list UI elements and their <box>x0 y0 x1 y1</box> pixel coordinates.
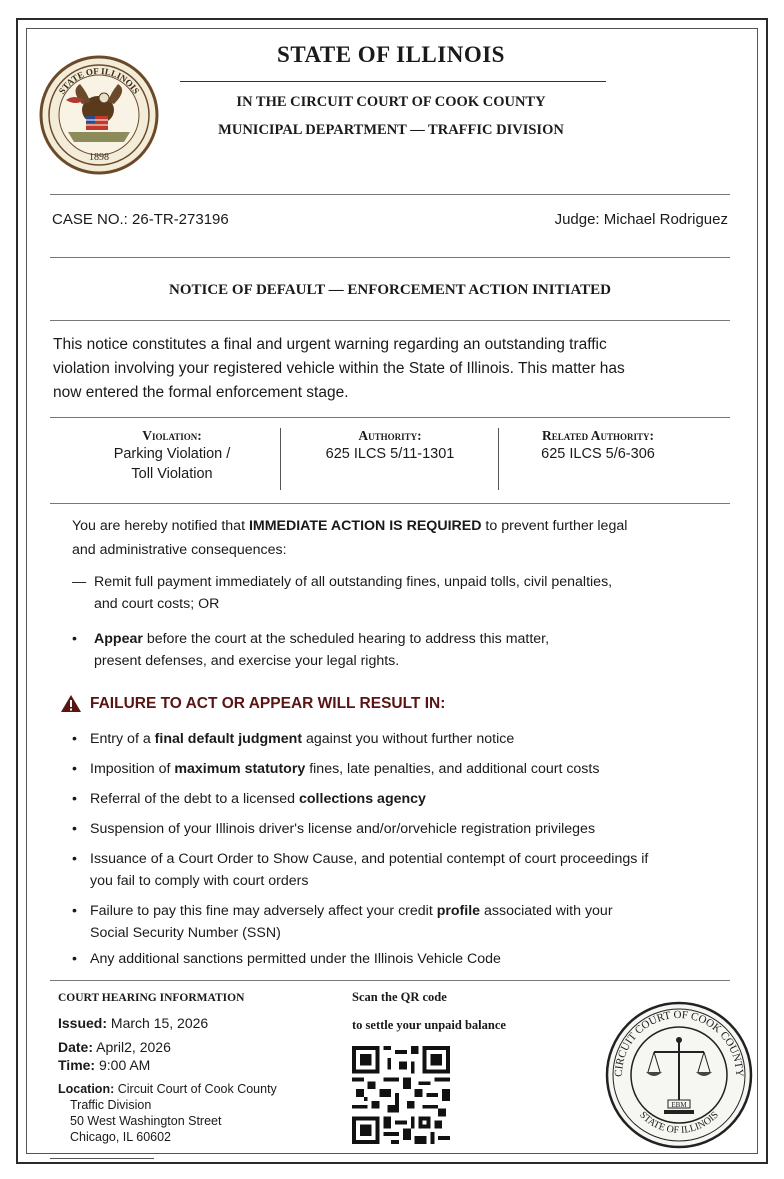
state-title: STATE OF ILLINOIS <box>277 42 505 67</box>
option-text: present defenses, and exercise your legal rights. <box>94 653 400 669</box>
location-value: Chicago, IL 60602 <box>70 1130 172 1144</box>
time-value: 9:00 AM <box>95 1057 151 1073</box>
consequence-text: Failure to pay this fine may adversely affect your credit <box>90 903 437 919</box>
violation-label: Violation: <box>142 428 202 443</box>
consequence-text: against you without further notice <box>302 731 515 747</box>
bullet-marker: • <box>72 761 77 777</box>
intro-line: violation involving your registered vehicle within the State of Illinois. This matter has <box>53 360 625 377</box>
case-divider <box>50 257 730 258</box>
option-text: before the court at the scheduled hearing to address this matter, <box>142 631 550 647</box>
bullet-marker: • <box>72 851 77 867</box>
notified-text: and administrative consequences: <box>72 542 287 558</box>
hearing-date <box>58 1039 171 1055</box>
bottom-decoration <box>50 1158 154 1159</box>
related-authority-label: Related Authority: <box>542 428 654 443</box>
notified-text: to prevent further legal <box>481 518 628 534</box>
related-authority-value: 625 ILCS 5/6-306 <box>541 446 655 462</box>
svg-text:EBM: EBM <box>671 1101 687 1109</box>
consequence-text: Any additional sanctions permitted under the Illinois Vehicle Code <box>90 951 501 967</box>
consequence-text: Social Security Number (SSN) <box>90 925 281 941</box>
svg-text:STATE OF ILLINOIS: STATE OF ILLINOIS <box>56 65 142 96</box>
svg-text:CIRCUIT COURT OF COOK COUNTY: CIRCUIT COURT OF COOK COUNTY <box>612 1008 746 1078</box>
date-label: Date: <box>58 1039 94 1055</box>
svg-text:1898: 1898 <box>89 152 109 163</box>
title-divider <box>180 81 606 82</box>
option-text: and court costs; OR <box>94 596 220 612</box>
dash-marker: — <box>72 574 87 590</box>
issued-value: March 15, 2026 <box>107 1015 209 1031</box>
notice-title: NOTICE OF DEFAULT — ENFORCEMENT ACTION INITIATED <box>168 282 612 298</box>
location-value: 50 West Washington Street <box>70 1114 222 1128</box>
bullet-marker: • <box>72 903 77 919</box>
notified-text: You are hereby notified that <box>72 518 249 534</box>
bullet-marker: • <box>72 951 77 967</box>
hearing-heading: COURT HEARING INFORMATION <box>58 992 245 1004</box>
qr-instruction: Scan the QR code <box>352 990 447 1004</box>
immediate-action-text: IMMEDIATE ACTION IS REQUIRED <box>248 518 482 534</box>
court-seal-icon <box>604 1000 754 1150</box>
hearing-time <box>58 1057 150 1073</box>
intro-line: now entered the formal enforcement stage. <box>53 384 349 401</box>
state-seal-icon <box>38 54 160 176</box>
court-department: MUNICIPAL DEPARTMENT — TRAFFIC DIVISION <box>218 122 564 138</box>
bullet-marker: • <box>72 631 77 647</box>
violation-column <box>72 428 272 484</box>
option-text: Remit full payment immediately of all outstanding fines, unpaid tolls, civil penalties, <box>94 574 613 590</box>
bullet-marker: • <box>72 791 77 807</box>
table-bottom-divider <box>50 503 730 504</box>
consequence-bold: maximum statutory <box>174 761 306 777</box>
consequence-text: Referral of the debt to a licensed <box>90 791 299 807</box>
judge-name: Judge: Michael Rodriguez <box>554 211 728 228</box>
failure-heading <box>60 694 445 713</box>
authority-column <box>290 428 490 464</box>
consequence-text: Imposition of <box>90 761 175 777</box>
location-label: Location: <box>58 1082 115 1096</box>
consequence-text: Entry of a <box>90 731 155 747</box>
consequence-text: fines, late penalties, and additional court costs <box>305 761 600 777</box>
qr-code-icon[interactable] <box>352 1046 450 1144</box>
table-top-divider <box>50 417 730 418</box>
failure-heading-text: FAILURE TO ACT OR APPEAR WILL RESULT IN: <box>90 694 446 712</box>
table-separator <box>498 428 499 490</box>
consequence-bold: collections agency <box>299 791 426 807</box>
hearing-location <box>58 1081 277 1145</box>
location-value: Traffic Division <box>70 1098 152 1112</box>
court-name: IN THE CIRCUIT COURT OF COOK COUNTY <box>236 94 546 110</box>
consequence-bold: final default judgment <box>154 731 303 747</box>
bullet-marker: • <box>72 821 77 837</box>
time-label: Time: <box>58 1057 96 1073</box>
violation-value: Toll Violation <box>131 466 213 482</box>
warning-triangle-icon <box>60 694 82 713</box>
intro-line: This notice constitutes a final and urgent warning regarding an outstanding traffic <box>53 336 607 353</box>
consequence-bold: profile <box>436 903 481 919</box>
svg-text:STATE OF ILLINOIS: STATE OF ILLINOIS <box>637 1109 721 1137</box>
related-authority-column <box>505 428 691 464</box>
footer-divider <box>50 980 730 981</box>
consequence-text: Issuance of a Court Order to Show Cause, and potential contempt of court proceedings if <box>90 851 649 867</box>
consequence-text: Suspension of your Illinois driver's license and/or/orvehicle registration privileges <box>90 821 596 837</box>
authority-label: Authority: <box>358 428 422 443</box>
header-divider <box>50 194 730 195</box>
consequence-text: associated with your <box>480 903 613 919</box>
issued-date <box>58 1015 208 1031</box>
table-separator <box>280 428 281 490</box>
case-number: CASE NO.: 26-TR-273196 <box>52 211 229 228</box>
consequence-text: you fail to comply with court orders <box>90 873 309 889</box>
title-bottom-divider <box>50 320 730 321</box>
appear-text: Appear <box>94 631 143 647</box>
bullet-marker: • <box>72 731 77 747</box>
violation-value: Parking Violation / <box>113 446 231 462</box>
location-value: Circuit Court of Cook County <box>114 1082 277 1096</box>
notification-paragraph <box>72 514 722 562</box>
date-value: April2, 2026 <box>93 1039 171 1055</box>
intro-paragraph <box>53 333 725 405</box>
issued-label: Issued: <box>58 1015 108 1031</box>
authority-value: 625 ILCS 5/11-1301 <box>325 446 455 462</box>
qr-instruction: to settle your unpaid balance <box>352 1018 506 1032</box>
